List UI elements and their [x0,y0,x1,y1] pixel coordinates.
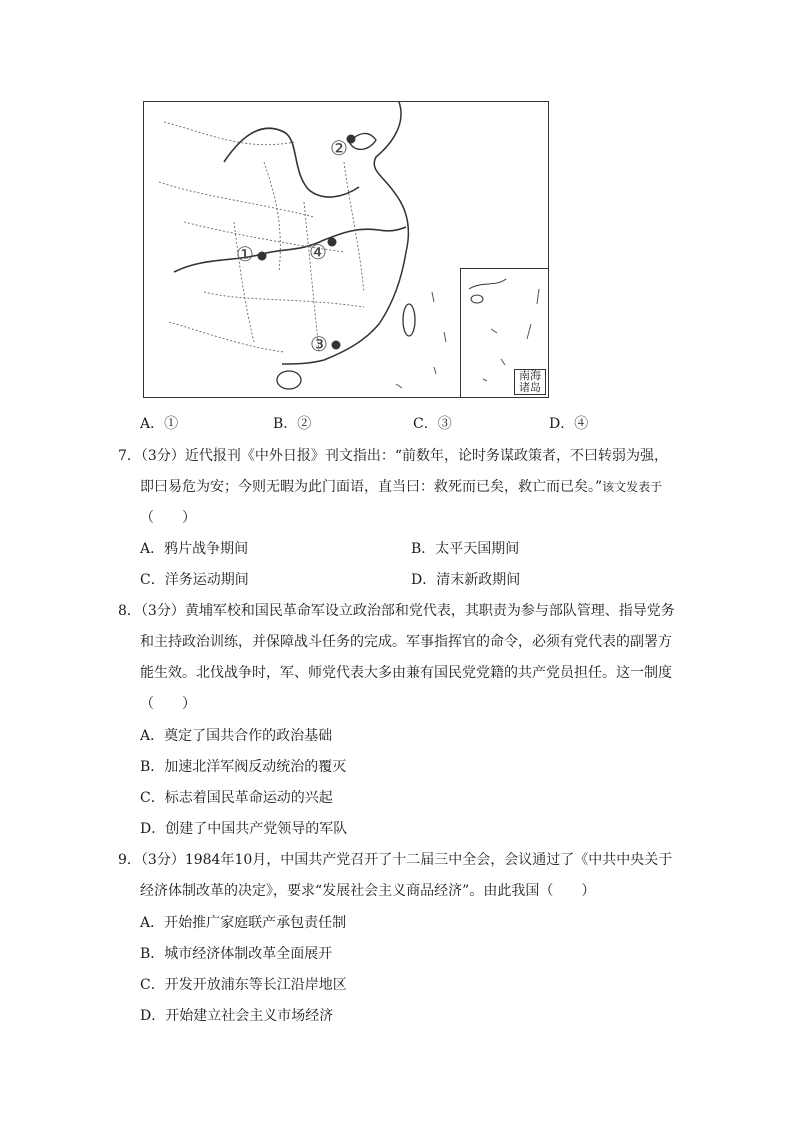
q9-option-c[interactable]: C．开发开放浦东等长江沿岸地区 [140,977,347,993]
q8-option-d[interactable]: D．创建了中国共产党领导的军队 [140,821,348,837]
q7-option-d[interactable]: D．清末新政期间 [411,572,521,588]
island-marks [396,292,446,388]
q7-option-a[interactable]: A．鸦片战争期间 [140,541,249,557]
q7-option-c[interactable]: C．洋务运动期间 [140,572,249,588]
q8-answer-blank: （ ） [140,696,196,712]
q7-line-2 [140,477,662,497]
map-marker-2: ② [330,136,348,160]
china-map-figure [143,101,549,398]
q6-option-b[interactable]: B．② [273,416,312,432]
q9-option-d[interactable]: D．开始建立社会主义市场经济 [140,1008,334,1024]
q8-line-3: 能生效。北伐战争时，军、师党代表大多由兼有国民党党籍的共产党员担任。这一制度 [140,665,672,681]
q8-line-1: 8．（3分）黄埔军校和国民革命军设立政治部和党代表，其职责为参与部队管理、指导党务 [118,603,675,619]
map-marker-3: ③ [310,332,328,356]
q6-option-a[interactable]: A．① [140,416,179,432]
q9-option-a[interactable]: A．开始推广家庭联产承包责任制 [140,915,347,931]
map-marker-1: ① [236,242,254,266]
point-3-dot [332,341,341,350]
q6-option-c[interactable]: C．③ [413,416,452,432]
inset-label-line2: 诸岛 [519,381,541,394]
q8-option-c[interactable]: C．标志着国民革命运动的兴起 [140,790,333,806]
q8-option-a[interactable]: A．奠定了国共合作的政治基础 [140,728,333,744]
q9-line-1: 9．（3分）1984年10月，中国共产党召开了十二届三中全会，会议通过了《中共中央关于 [118,852,673,868]
point-1-dot [258,252,267,261]
q7-option-b[interactable]: B．太平天国期间 [411,541,520,557]
q8-option-b[interactable]: B．加速北洋军阀反动统治的覆灭 [140,759,347,775]
q7-line-2-main: 即曰易危为安；今则无暇为此门面语，直当曰：救死而已矣，救亡而已矣。” [140,479,603,495]
taiwan-island [403,304,415,336]
q7-line-2-tail: 该文发表于 [602,480,663,494]
q9-line-2: 经济体制改革的决定》，要求“发展社会主义商品经济”。由此我国（ ） [140,883,596,899]
inset-label [514,369,546,395]
q9-option-b[interactable]: B．城市经济体制改革全面展开 [140,946,333,962]
q8-line-2: 和主持政治训练，并保障战斗任务的完成。军事指挥官的命令，必须有党代表的副署方 [140,634,672,650]
q7-line-1: 7．（3分）近代报刊《中外日报》刊文指出：“前数年，论时务谋政策者，不曰转弱为强， [118,448,668,464]
point-4-dot [328,238,337,247]
map-marker-4: ④ [309,240,327,264]
yangtze-river [174,227,406,272]
inset-label-line1: 南海 [519,369,541,382]
south-china-sea-inset [460,268,548,397]
hainan-island [277,371,301,389]
q7-answer-blank: （ ） [140,510,196,526]
q6-option-d[interactable]: D．④ [549,416,589,432]
